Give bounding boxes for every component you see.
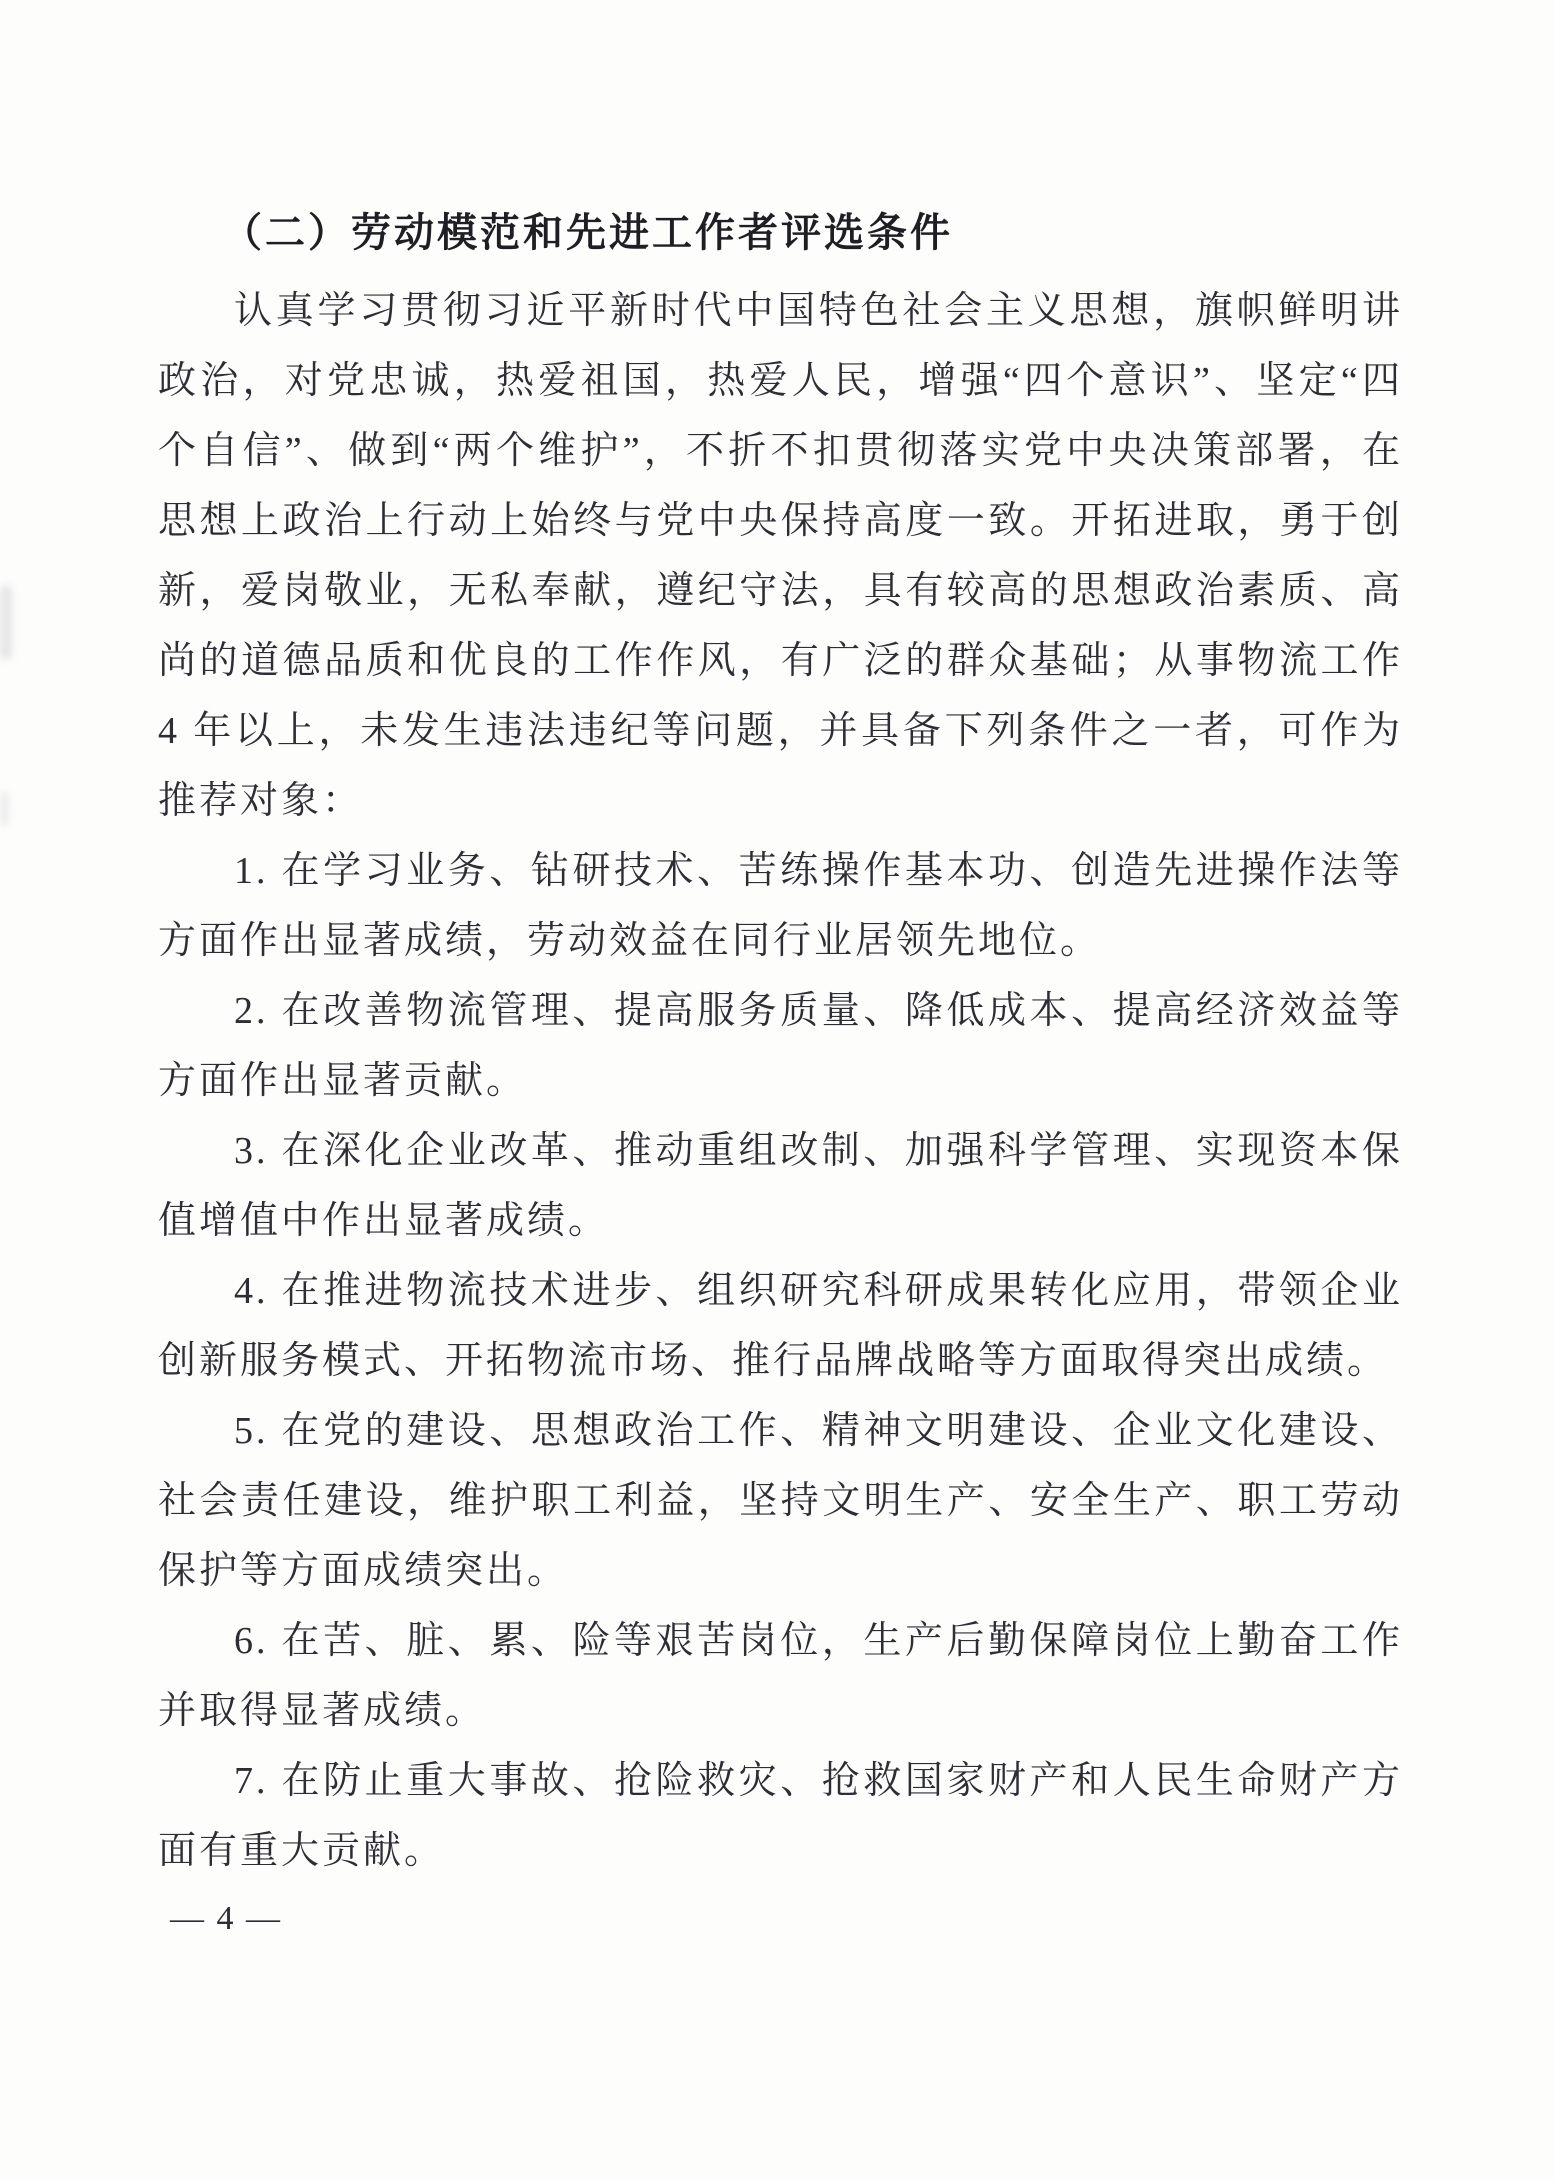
page-number: — 4 — [170, 1900, 282, 1937]
criteria-item-5: 5. 在党的建设、思想政治工作、精神文明建设、企业文化建设、社会责任建设，维护职工利益，坚持文明生产、安全生产、职工劳动保护等方面成绩突出。 [158, 1410, 1403, 1592]
criteria-item-3: 3. 在深化企业改革、推动重组改制、加强科学管理、实现资本保值增值中作出显著成绩。 [158, 1130, 1403, 1242]
scan-artifact [0, 585, 12, 660]
criteria-item-4: 4. 在推进物流技术进步、组织研究科研成果转化应用，带领企业创新服务模式、开拓物流市场、推行品牌战略等方面取得突出成绩。 [158, 1270, 1403, 1382]
intro-paragraph: 认真学习贯彻习近平新时代中国特色社会主义思想，旗帜鲜明讲政治，对党忠诚，热爱祖国，热爱人民，增强“四个意识”、坚定“四个自信”、做到“两个维护”，不折不扣贯彻落实党中央决策部署，在思想上政治上行动上始终与党中央保持高度一致。开拓进取，勇于创新，爱岗敬业，无私奉献，遵纪守法，具有较高的思想政治素质、高尚的道德品质和优良的工作作风，有广泛的群众基础；从事物流工作 4 年以上，未发生违法违纪等问题，并具备下列条件之一者，可作为推荐对象： [158, 290, 1403, 822]
scan-artifact [0, 792, 9, 826]
criteria-item-1: 1. 在学习业务、钻研技术、苦练操作基本功、创造先进操作法等方面作出显著成绩，劳动效益在同行业居领先地位。 [158, 850, 1403, 962]
section-heading: （二）劳动模范和先进工作者评选条件 [222, 210, 953, 255]
criteria-item-7: 7. 在防止重大事故、抢险救灾、抢救国家财产和人民生命财产方面有重大贡献。 [158, 1760, 1403, 1872]
criteria-item-2: 2. 在改善物流管理、提高服务质量、降低成本、提高经济效益等方面作出显著贡献。 [158, 990, 1403, 1102]
criteria-item-6: 6. 在苦、脏、累、险等艰苦岗位，生产后勤保障岗位上勤奋工作并取得显著成绩。 [158, 1620, 1403, 1732]
